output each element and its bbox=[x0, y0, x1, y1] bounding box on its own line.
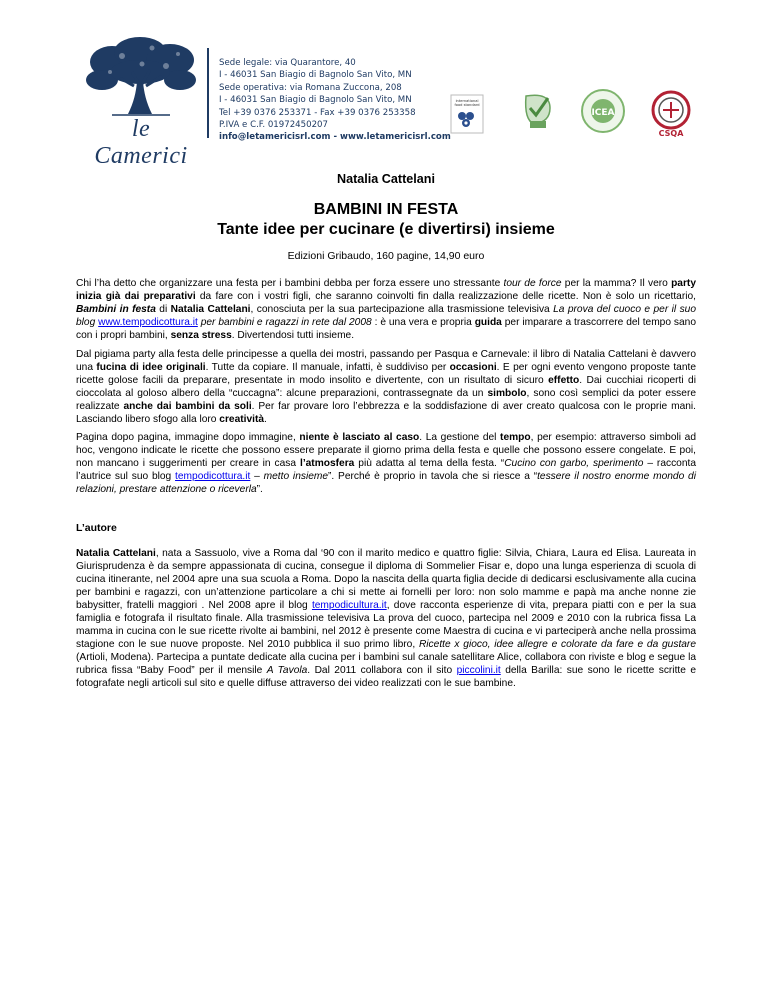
paragraph-details bbox=[76, 431, 696, 496]
contact-line: info@letamericisrl.com - www.letamericisrl.com bbox=[219, 132, 451, 143]
text-italic: Cucino con garbo, sperimento bbox=[504, 458, 644, 469]
text: – bbox=[250, 471, 264, 482]
text: , conosciuta per la sua partecipazione alla trasmissione televisiva bbox=[250, 304, 554, 315]
text: . Divertendosi tutti insieme. bbox=[231, 330, 355, 341]
text-bold: Natalia Cattelani bbox=[170, 304, 251, 315]
address-line: Sede operativa: via Romana Zuccona, 208 bbox=[219, 82, 402, 93]
text: da fare con i vostri figli, che saranno coinvolti fin dalla realizzazione delle ricette. Non è solo un ricettario, bbox=[195, 291, 697, 302]
text: – racconta l’autrice sul suo blog bbox=[76, 458, 697, 482]
svg-text:international: international bbox=[455, 99, 479, 103]
text-bold: l’atmosfera bbox=[299, 458, 355, 469]
letterhead bbox=[0, 0, 768, 169]
text: . Tutte da copiare. Il manuale, infatti, è suddiviso per bbox=[205, 362, 450, 373]
address-line: P.IVA e C.F. 01972450207 bbox=[219, 120, 328, 131]
paragraph-occasions bbox=[76, 348, 696, 426]
paragraph-intro bbox=[76, 277, 696, 342]
text-bold: Natalia Cattelani bbox=[76, 548, 156, 559]
edition-info: Edizioni Gribaudo, 160 pagine, 14,90 euro bbox=[287, 250, 485, 262]
text: Dal pigiama party alla festa delle principesse a quella dei mostri, passando per Pasqua e Carnevale: il libro di Natalia Cattelani è davvero una bbox=[76, 349, 696, 373]
text-bold: senza stress bbox=[170, 330, 232, 341]
text-bold: occasioni bbox=[449, 362, 497, 373]
text-italic: tessere il nostro enorme mondo di relazioni, prestare attenzione o riceverla bbox=[76, 471, 696, 495]
text-italic: metto insieme bbox=[263, 471, 329, 482]
author-name: Natalia Cattelani bbox=[337, 172, 435, 186]
section-heading-author: L’autore bbox=[76, 522, 117, 534]
text-bold: fucina di idee originali bbox=[96, 362, 206, 373]
ifs-badge-icon bbox=[450, 94, 484, 134]
text-italic: Ricette x gioco, idee allegre e colorate da fare e da gustare bbox=[418, 639, 696, 650]
text: per la mamma? Il vero bbox=[561, 278, 672, 289]
text: . E per ogni evento vengono proposte tante ricette golose facili da preparare, presentate in modo insolito e divertente, con un risultato di sicuro bbox=[76, 362, 697, 386]
text: Pagina dopo pagina, immagine dopo immagine, bbox=[76, 432, 300, 443]
text-italic: La prova del cuoco e per il suo blog bbox=[76, 304, 697, 328]
text: ”. Perché è proprio in tavola che si riesce a “ bbox=[328, 471, 538, 482]
text-bold: guida bbox=[474, 317, 502, 328]
leaf-check-badge-icon bbox=[520, 90, 556, 130]
text-bold: anche dai bambini da soli bbox=[123, 401, 252, 412]
text-bold-italic: Bambini in festa bbox=[76, 304, 156, 315]
text-italic: per bambini e ragazzi in rete dal 2008 bbox=[197, 317, 372, 328]
text: . Dal 2011 collabora con il sito bbox=[307, 665, 457, 676]
text: . bbox=[264, 414, 267, 425]
address-line: I - 46031 San Biagio di Bagnolo San Vito, MN bbox=[219, 95, 412, 106]
text: . Per far provare loro l’ebbrezza e la soddisfazione di aver creato qualcosa con le proprie mani. Lasciando libero sfogo alla loro bbox=[76, 401, 696, 425]
csqa-badge-icon bbox=[646, 88, 696, 138]
svg-text:ICEA: ICEA bbox=[591, 108, 615, 118]
tree-icon bbox=[82, 36, 200, 120]
title-main: BAMBINI IN FESTA bbox=[313, 201, 459, 218]
blog-link[interactable]: www.tempodicottura.it bbox=[98, 317, 198, 328]
text-bold: creatività bbox=[219, 414, 265, 425]
text: della Barilla: sue sono le ricette scritte e fotografate negli articoli sul sito e quelle diffuse attraverso dei video realizzati con le sue bambine. bbox=[76, 665, 697, 689]
blog-link[interactable]: tempodicottura.it bbox=[175, 471, 251, 482]
company-logo bbox=[82, 36, 200, 169]
certification-badges bbox=[450, 88, 740, 148]
text-bold: niente è lasciato al caso bbox=[299, 432, 420, 443]
text-italic: A Tavola bbox=[266, 665, 308, 676]
address-line: Sede legale: via Quarantore, 40 bbox=[219, 58, 356, 68]
address-line: Tel +39 0376 253371 - Fax +39 0376 253358 bbox=[219, 107, 416, 118]
text: per imparare a trascorrere del tempo sano con i propri bambini, bbox=[76, 317, 696, 341]
text-italic: tour de force bbox=[503, 278, 562, 289]
piccolini-link[interactable]: piccolini.it bbox=[456, 665, 501, 676]
icea-badge-icon bbox=[580, 88, 626, 134]
paragraph-author-bio bbox=[76, 547, 696, 690]
text-bold: party inizia già dai preparativi bbox=[76, 278, 696, 302]
text: . Dai cucchiai ricoperti di cioccolata al goloso albero della “cuccagna”: alcune preparazioni, contrassegnate da un bbox=[76, 375, 696, 399]
text-bold: effetto bbox=[548, 375, 580, 386]
text-bold: tempo bbox=[500, 432, 531, 443]
text: , nata a Sassuolo, vive a Roma dal ‘90 con il marito medico e quattro figlie: Silvia, Chiara, Laura ed Elisa. Laureata in Giurisprudenza è da sempre appassionata di cucina, consegue il diploma di Sommelier Fisar e, dopo una lunga esperienza di scuola di cucina itinerante, nel 2004 apre una sua scuola a Roma. Dopo la nascita della quarta figlia decide di dedicarsi esclusivamente alla cucina per bambini e ragazzi, con un’attenzione particolare a chi si mette ai fornelli per loro: non solo mamme e papà ma anche nonne zie babysitter, fratelli maggiori . Nel 2008 apre il blog bbox=[76, 548, 697, 611]
csqa-label: CSQA bbox=[658, 129, 684, 138]
book-title bbox=[76, 200, 696, 240]
text: ”. bbox=[256, 484, 263, 495]
text: di bbox=[155, 304, 171, 315]
text: (Artioli, Modena). Partecipa a puntate dedicate alla cucina per i bambini sul canale satellitare Alice, collabora con riviste e blog e segue la rubrica fissa “Baby Food” per il mensile bbox=[76, 652, 696, 676]
company-address bbox=[219, 57, 449, 144]
text: , dove racconta esperienze di vita, prepara piatti con e per la sua famiglia e fotografa il risultato finale. Alla trasmissione televisiva La prova del cuoco, partecipa nel 2009 e 2010 con la rubrica fissa La mamma in cucina con le sue ricette rivolte ai bambini, nel 2012 è presente come Maestra di cucina e vi parteciperà anche nella prossima stagione con le sue nuove proposte. Nel 2010 pubblica il suo primo libro, bbox=[76, 600, 696, 650]
text-bold: simbolo bbox=[487, 388, 527, 399]
text: . La gestione del bbox=[419, 432, 501, 443]
logo-wordmark: le Camerici bbox=[94, 116, 188, 169]
svg-text:food standard: food standard bbox=[454, 103, 480, 107]
text: , per esempio: attraverso simboli ad hoc, vengono indicate le ricette che possono essere preparate il giorno prima della festa e quelle che possono essere congelate. E poi, non mancano i suggerimenti per creare in casa bbox=[76, 432, 696, 469]
title-subtitle: Tante idee per cucinare (e divertirsi) insieme bbox=[217, 221, 555, 238]
blog-link[interactable]: tempodicultura.it bbox=[311, 600, 387, 611]
text: : è una vera e propria bbox=[371, 317, 475, 328]
text: , sono così semplici da poter essere realizzate bbox=[76, 388, 697, 412]
text: più adatta al tema della festa. “ bbox=[354, 458, 505, 469]
text: Chi l’ha detto che organizzare una festa per i bambini debba per forza essere uno stressante bbox=[76, 278, 504, 289]
address-line: I - 46031 San Biagio di Bagnolo San Vito, MN bbox=[219, 70, 412, 81]
letterhead-divider bbox=[207, 48, 209, 138]
